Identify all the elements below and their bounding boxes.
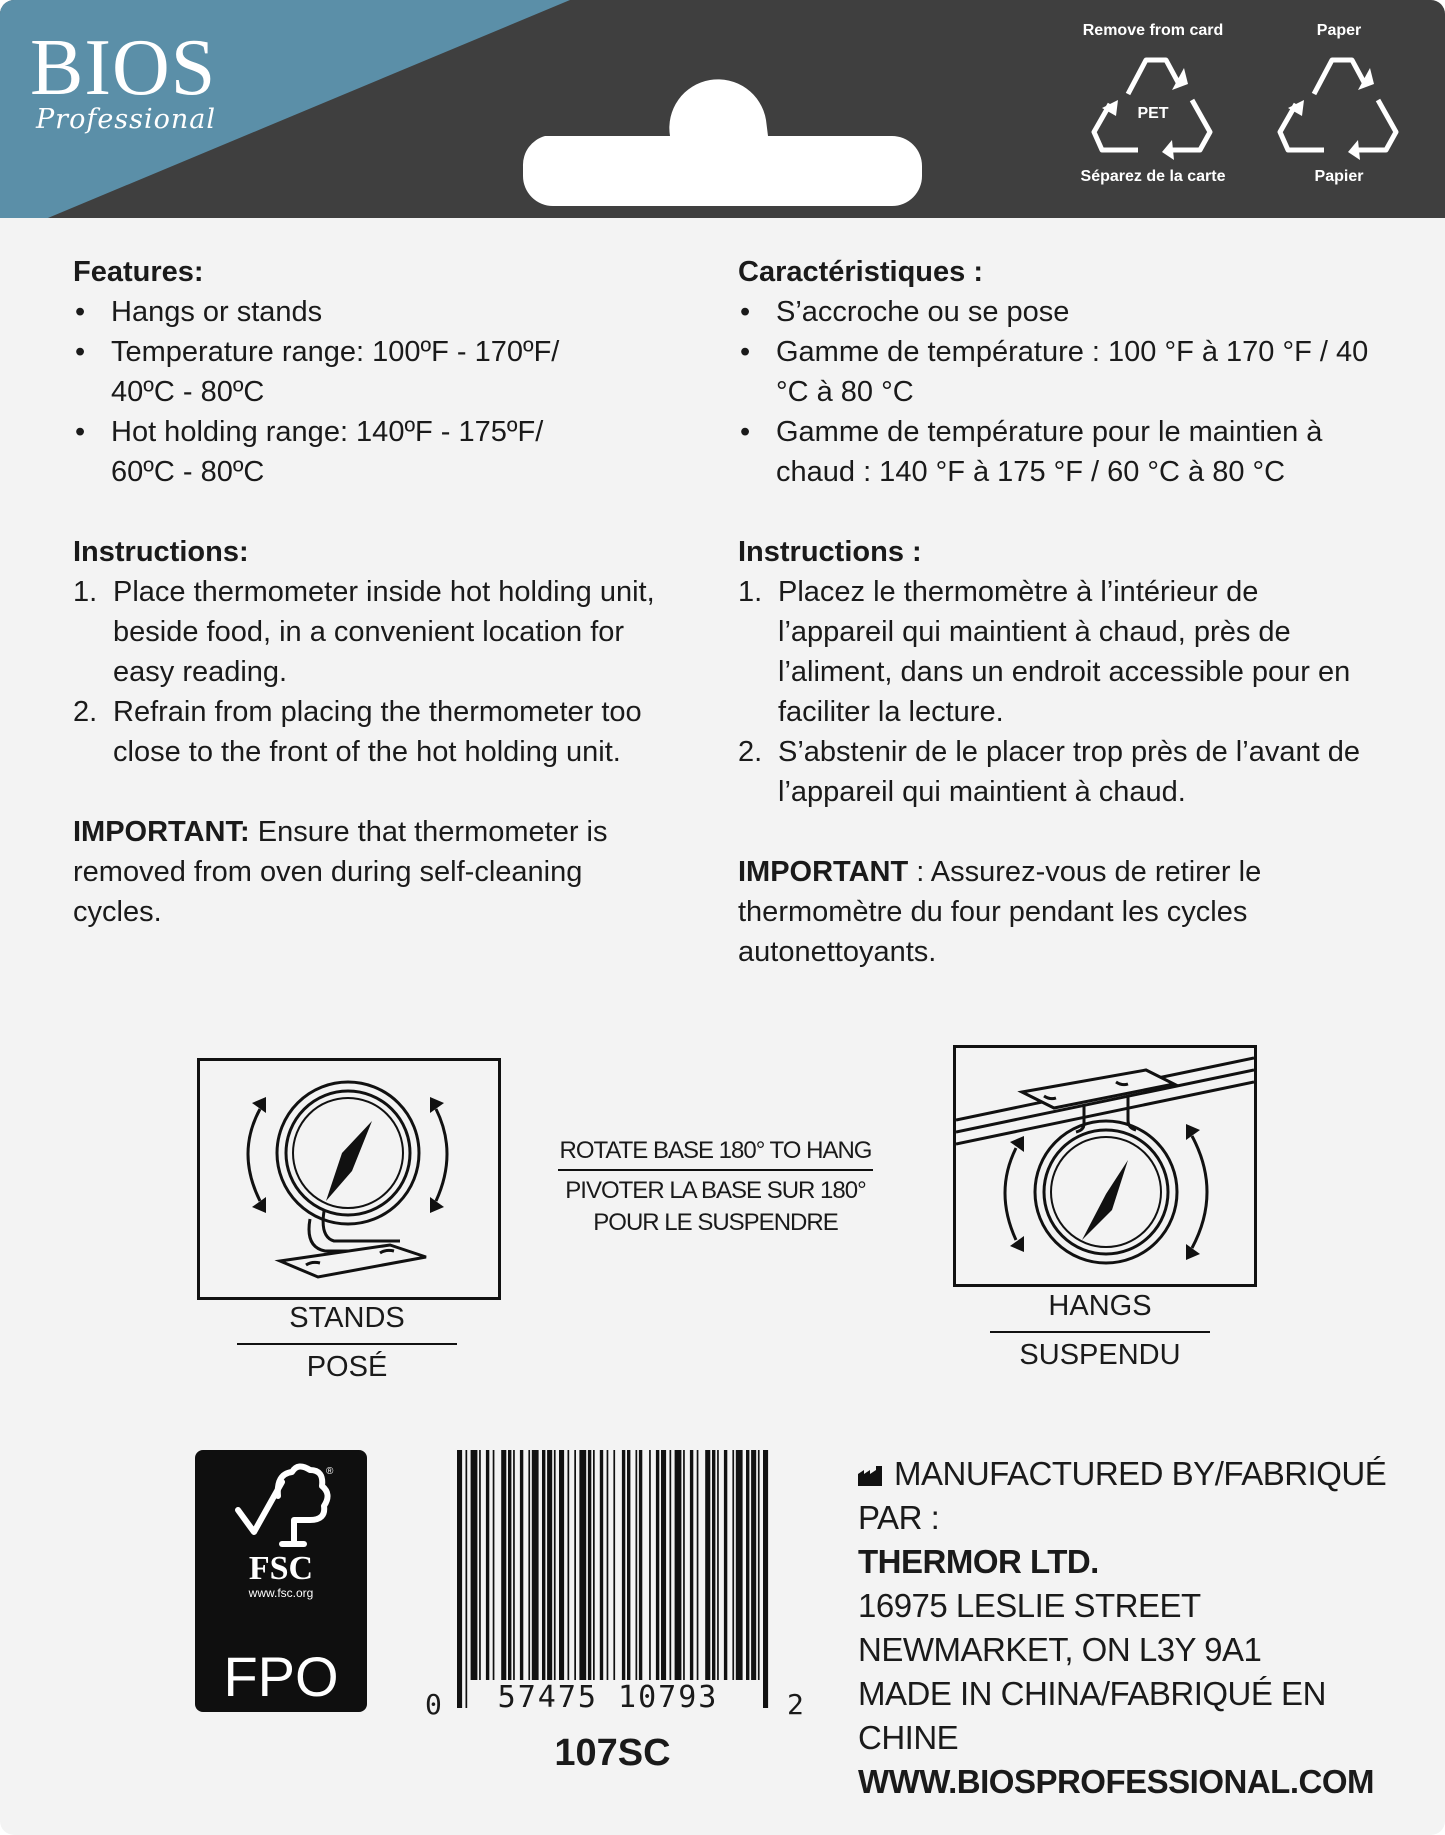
- important-label: IMPORTANT:: [73, 816, 250, 848]
- svg-text:®: ®: [326, 1466, 334, 1477]
- barcode-bar: [554, 1450, 556, 1680]
- barcode-bar: [542, 1450, 545, 1680]
- barcode-bar: [501, 1450, 506, 1680]
- list-item: • Temperature range: 100ºF - 170ºF/ 40ºC - 80ºC: [73, 332, 611, 412]
- list-item: • Gamme de température : 100 °F à 170 °F / 40 °C à 80 °C: [738, 332, 1378, 412]
- barcode-bar: [627, 1450, 630, 1680]
- recycle-pet-top-label: Remove from card: [1082, 22, 1224, 39]
- list-item: • Hangs or stands: [73, 292, 683, 332]
- barcode-bar: [513, 1450, 515, 1680]
- features-heading-fr: Caractéristiques :: [738, 256, 983, 288]
- barcode-bar: [471, 1450, 478, 1680]
- important-label-fr: IMPORTANT: [738, 856, 909, 888]
- list-item: 2. S’abstenir de le placer trop près de l’avant de l’appareil qui maintient à chaud.: [738, 736, 1360, 808]
- barcode-bar: [697, 1450, 699, 1680]
- brand-subtitle: Professional: [36, 104, 217, 135]
- manufacturer-company: THERMOR LTD.: [858, 1543, 1099, 1580]
- barcode-bar: [649, 1450, 651, 1680]
- hangs-label-fr: SUSPENDU: [1019, 1339, 1181, 1371]
- manufacturer-label-row: [858, 1452, 1418, 1540]
- barcode: [455, 1450, 775, 1708]
- stands-label-en: STANDS: [289, 1302, 405, 1334]
- barcode-number: 57475 10793: [468, 1680, 748, 1714]
- barcode-bar: [732, 1450, 734, 1680]
- fsc-fpo: FPO: [223, 1645, 339, 1708]
- barcode-bar: [690, 1450, 693, 1680]
- barcode-bar: [547, 1450, 552, 1680]
- barcode-bar: [751, 1450, 756, 1680]
- rotate-caption-en: ROTATE BASE 180° TO HANG: [559, 1137, 872, 1164]
- list-item: 2. Refrain from placing the thermometer too close to the front of the hot holding unit.: [73, 696, 642, 768]
- list-item: • S’accroche ou se pose: [738, 292, 1378, 332]
- manufacturer-label: MANUFACTURED BY/FABRIQUÉ PAR :: [858, 1455, 1387, 1536]
- french-column: [738, 252, 1378, 972]
- barcode-bar: [466, 1450, 468, 1708]
- manufacturer-city: NEWMARKET, ON L3Y 9A1: [858, 1631, 1262, 1668]
- recycle-paper-block: [1254, 22, 1424, 186]
- barcode-bar: [520, 1450, 523, 1680]
- stands-diagram: [197, 1058, 501, 1300]
- list-item: 1. Place thermometer inside hot holding unit, beside food, in a convenient location for easy reading.: [73, 576, 655, 688]
- barcode-bar: [486, 1450, 489, 1680]
- barcode-bar: [683, 1450, 685, 1680]
- recycle-icon: [1088, 46, 1218, 164]
- barcode-bar: [758, 1450, 760, 1680]
- features-list: [73, 292, 683, 492]
- barcode-right-digit: 2: [787, 1688, 804, 1721]
- barcode-bar: [675, 1450, 682, 1680]
- barcode-left-digit: 0: [425, 1688, 442, 1721]
- barcode-bar: [712, 1450, 715, 1680]
- instructions-heading: Instructions:: [73, 536, 249, 568]
- barcode-bar: [532, 1450, 539, 1680]
- barcode-bar: [528, 1450, 530, 1680]
- manufacturer-website: WWW.BIOSPROFESSIONAL.COM: [858, 1763, 1374, 1800]
- fsc-tree-icon: [226, 1460, 336, 1550]
- instructions-heading-fr: Instructions :: [738, 536, 922, 568]
- rotate-caption-fr-1: PIVOTER LA BASE SUR 180°: [565, 1177, 866, 1204]
- english-column: [73, 252, 683, 932]
- brand-name: BIOS: [30, 24, 217, 112]
- recycle-pet-code: PET: [1137, 105, 1169, 122]
- fsc-name: FSC: [248, 1550, 314, 1587]
- barcode-bar: [607, 1450, 609, 1680]
- thermometer-hang-icon: [956, 1048, 1254, 1284]
- barcode-bar: [479, 1450, 481, 1680]
- manufacturer-origin: MADE IN CHINA/FABRIQUÉ EN CHINE: [858, 1675, 1326, 1756]
- rotate-caption-fr-2: POUR LE SUSPENDRE: [593, 1209, 838, 1236]
- fsc-url: www.fsc.org: [248, 1586, 314, 1600]
- barcode-bar: [493, 1450, 495, 1680]
- important-text-fr: : Assurez-vous de retirer le thermomètre du four pendant les cycles autonettoyants.: [738, 856, 1262, 968]
- important-note-fr: [738, 852, 1338, 972]
- instructions-list: [73, 572, 683, 772]
- barcode-bar: [593, 1450, 595, 1680]
- barcode-bar: [746, 1450, 749, 1680]
- barcode-bar: [622, 1450, 625, 1680]
- thermometer-stand-icon: [200, 1061, 498, 1297]
- list-item: • Gamme de température pour le maintien à chaud : 140 °F à 175 °F / 60 °C à 80 °C: [738, 412, 1378, 492]
- barcode-bar: [763, 1450, 768, 1708]
- instructions-list-fr: [738, 572, 1378, 812]
- manufacturer-block: [858, 1452, 1418, 1804]
- features-list-fr: [738, 292, 1378, 492]
- hangs-label-en: HANGS: [1048, 1290, 1152, 1322]
- rotate-caption: [558, 1135, 873, 1239]
- barcode-bar: [508, 1450, 511, 1680]
- manufacturer-street: 16975 LESLIE STREET: [858, 1587, 1201, 1624]
- barcode-bar: [579, 1450, 586, 1680]
- barcode-bar: [639, 1450, 642, 1680]
- barcode-bar: [705, 1450, 710, 1680]
- barcode-bar: [613, 1450, 615, 1680]
- barcode-bar: [636, 1450, 638, 1680]
- barcode-bar: [717, 1450, 719, 1680]
- list-item: • Hot holding range: 140ºF - 175ºF/ 60ºC - 80ºC: [73, 412, 611, 492]
- factory-icon: [858, 1466, 886, 1486]
- barcode-bar: [568, 1450, 570, 1680]
- list-item: 1. Placez le thermomètre à l’intérieur de l’appareil qui maintient à chaud, près de l’aliment, dans un endroit accessible pour en faciliter la lecture.: [738, 576, 1351, 728]
- barcode-bar: [559, 1450, 564, 1708]
- fsc-logo-block: [195, 1450, 367, 1712]
- important-note: [73, 812, 653, 932]
- barcode-bar: [724, 1450, 727, 1680]
- important-text: Ensure that thermometer is removed from oven during self-cleaning cycles.: [73, 816, 608, 928]
- recycle-paper-bottom-label: Papier: [1314, 168, 1364, 185]
- recycle-paper-top-label: Paper: [1316, 22, 1362, 39]
- barcode-bar: [457, 1450, 462, 1708]
- hangs-label: [990, 1290, 1210, 1372]
- brand-logo: [30, 24, 217, 135]
- barcode-bar: [656, 1450, 659, 1680]
- barcode-bar: [600, 1450, 603, 1680]
- hangs-diagram: [953, 1045, 1257, 1287]
- barcode-bar: [574, 1450, 576, 1680]
- barcode-bar: [661, 1450, 666, 1680]
- stands-label-fr: POSÉ: [306, 1351, 388, 1383]
- features-heading: Features:: [73, 256, 204, 288]
- barcode-bar: [588, 1450, 591, 1680]
- barcode-bar: [736, 1450, 743, 1680]
- recycle-pet-block: [1068, 22, 1238, 186]
- recycle-icon: [1274, 46, 1404, 164]
- sku-code: 107SC: [554, 1732, 671, 1774]
- recycle-pet-bottom-label: Séparez de la carte: [1080, 168, 1226, 185]
- stands-label: [237, 1302, 457, 1384]
- barcode-bar: [670, 1450, 672, 1680]
